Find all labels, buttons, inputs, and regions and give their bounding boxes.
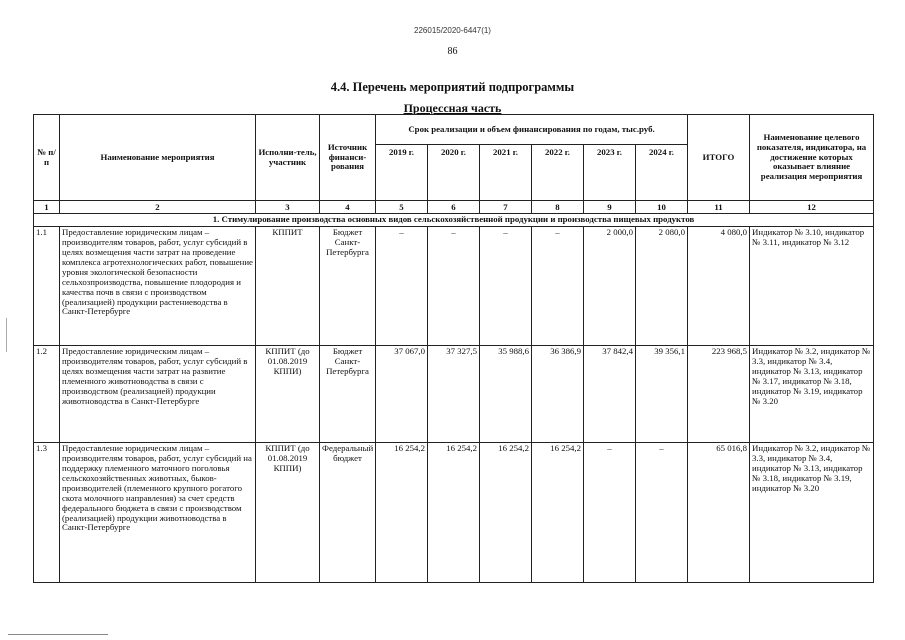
measure-name: Предоставление юридическим лицам – производителям товаров, работ, услуг субсидий в целях возмещения части затрат на развитие племенного животноводства в связи с производством (реализацией) продукции животноводства в Санкт-Петербурге — [60, 345, 256, 442]
amount-total: 65 016,8 — [688, 442, 750, 582]
row-number: 1.1 — [34, 226, 60, 345]
funding-source: Федеральный бюджет — [320, 442, 376, 582]
document-id: 226015/2020-6447(1) — [414, 26, 491, 35]
column-number: 2 — [60, 201, 256, 214]
amount-2024: 2 080,0 — [636, 226, 688, 345]
amount-2020: – — [428, 226, 480, 345]
amount-2022: 16 254,2 — [532, 442, 584, 582]
measure-name: Предоставление юридическим лицам – производителям товаров, работ, услуг субсидий на поддержку племенного маточного поголовья сельскохозяйственных животных, быков-производителей (племенного крупного рогатого скота молочного направления) за счет средств федерального бюджета в связи с производством (реализацией) продукции животноводства в Санкт-Петербурге — [60, 442, 256, 582]
column-number: 4 — [320, 201, 376, 214]
measure-name: Предоставление юридическим лицам – производителям товаров, работ, услуг субсидий в целях возмещения части затрат на проведение комплекса агротехнологических работ, повышение уровня экологической безопасности сельхозпроизводства, повышение плодородия и качества почв в связи с производством (реализацией) продукции растениеводства в Санкт-Петербурге — [60, 226, 256, 345]
funding-source: Бюджет Санкт-Петербурга — [320, 345, 376, 442]
amount-2023: 2 000,0 — [584, 226, 636, 345]
amount-total: 4 080,0 — [688, 226, 750, 345]
amount-2023: – — [584, 442, 636, 582]
header-year: 2024 г. — [636, 145, 688, 201]
column-number: 6 — [428, 201, 480, 214]
executor: КППИТ (до 01.08.2019 КППИ) — [256, 345, 320, 442]
amount-2022: 36 386,9 — [532, 345, 584, 442]
header-year: 2023 г. — [584, 145, 636, 201]
column-number: 11 — [688, 201, 750, 214]
amount-2024: – — [636, 442, 688, 582]
margin-mark — [6, 318, 7, 352]
column-number: 1 — [34, 201, 60, 214]
indicators: Индикатор № 3.2, индикатор № 3.3, индикатор № 3.4, индикатор № 3.13, индикатор № 3.17, индикатор № 3.18, индикатор № 3.19, индикатор № 3.20 — [750, 345, 874, 442]
row-number: 1.2 — [34, 345, 60, 442]
column-number: 10 — [636, 201, 688, 214]
column-number: 8 — [532, 201, 584, 214]
amount-total: 223 968,5 — [688, 345, 750, 442]
funding-source: Бюджет Санкт-Петербурга — [320, 226, 376, 345]
header-year: 2022 г. — [532, 145, 584, 201]
header-no: № п/п — [34, 115, 60, 201]
column-number: 7 — [480, 201, 532, 214]
executor: КППИТ (до 01.08.2019 КППИ) — [256, 442, 320, 582]
amount-2019: 37 067,0 — [376, 345, 428, 442]
amount-2024: 39 356,1 — [636, 345, 688, 442]
amount-2020: 16 254,2 — [428, 442, 480, 582]
table-row — [34, 442, 874, 582]
column-number: 3 — [256, 201, 320, 214]
header-period: Срок реализации и объем финансирования по годам, тыс.руб. — [376, 115, 688, 145]
measures-table — [33, 114, 874, 583]
header-year: 2021 г. — [480, 145, 532, 201]
header-source: Источник финанси-рования — [320, 115, 376, 201]
amount-2021: 35 988,6 — [480, 345, 532, 442]
amount-2019: – — [376, 226, 428, 345]
amount-2022: – — [532, 226, 584, 345]
header-name: Наименование мероприятия — [60, 115, 256, 201]
header-year: 2020 г. — [428, 145, 480, 201]
executor: КППИТ — [256, 226, 320, 345]
amount-2019: 16 254,2 — [376, 442, 428, 582]
group-title: 1. Стимулирование производства основных видов сельскохозяйственной продукции и производства пищевых продуктов — [34, 214, 874, 227]
header-executor: Исполни-тель, участник — [256, 115, 320, 201]
amount-2021: 16 254,2 — [480, 442, 532, 582]
amount-2023: 37 842,4 — [584, 345, 636, 442]
indicators: Индикатор № 3.2, индикатор № 3.3, индикатор № 3.4, индикатор № 3.13, индикатор № 3.18, индикатор № 3.19, индикатор № 3.20 — [750, 442, 874, 582]
subtitle-text: Процессная часть — [403, 101, 502, 115]
column-number-row — [34, 201, 874, 214]
group-row — [34, 214, 874, 227]
table-row — [34, 345, 874, 442]
amount-2021: – — [480, 226, 532, 345]
table-row — [34, 226, 874, 345]
column-number: 12 — [750, 201, 874, 214]
section-title: 4.4. Перечень мероприятий подпрограммы — [330, 80, 575, 94]
column-number: 9 — [584, 201, 636, 214]
footer-line — [8, 634, 108, 635]
amount-2020: 37 327,5 — [428, 345, 480, 442]
header-total: ИТОГО — [688, 115, 750, 201]
indicators: Индикатор № 3.10, индикатор № 3.11, индикатор № 3.12 — [750, 226, 874, 345]
column-number: 5 — [376, 201, 428, 214]
header-year: 2019 г. — [376, 145, 428, 201]
row-number: 1.3 — [34, 442, 60, 582]
header-indicator: Наименование целевого показателя, индикатора, на достижение которых оказывает влияние реализация мероприятия — [750, 115, 874, 201]
page-number: 86 — [447, 46, 458, 57]
